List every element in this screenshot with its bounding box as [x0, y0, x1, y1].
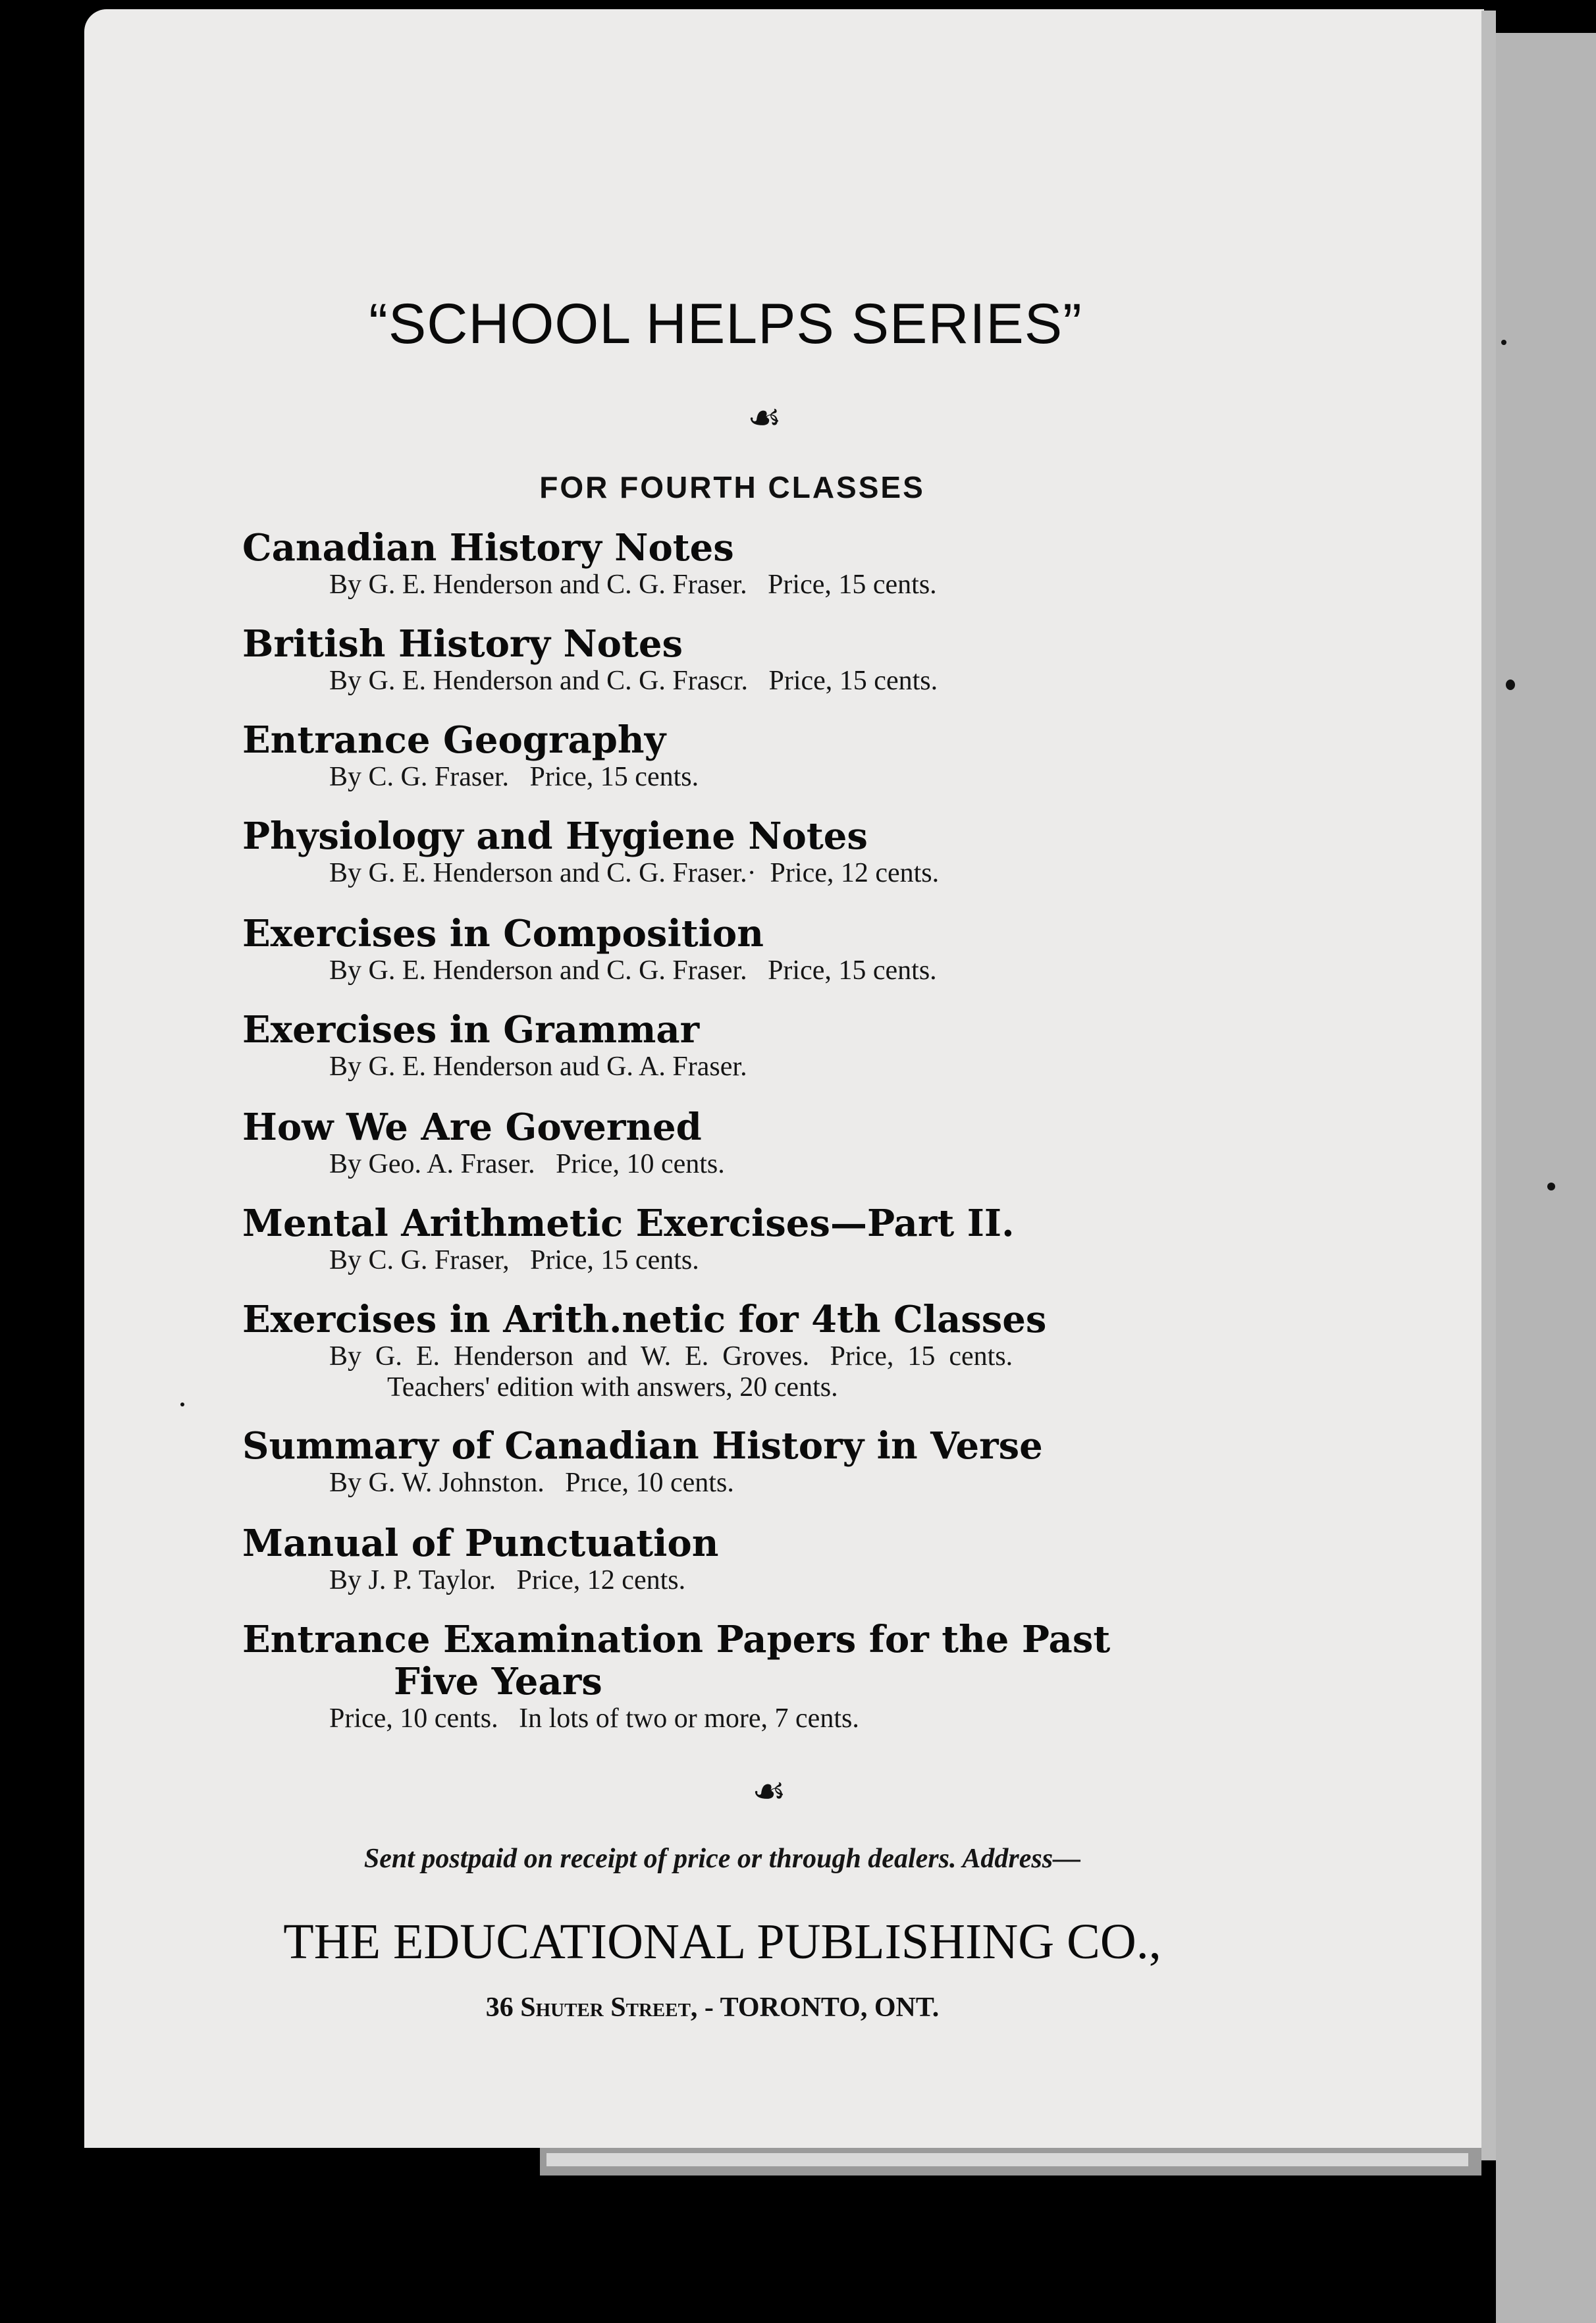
book-title: Exercises in Arith.netic for 4th Classes: [242, 1298, 1047, 1341]
list-item: [242, 1298, 1322, 1402]
book-note: Teachers' edition with answers, 20 cents.: [387, 1372, 838, 1402]
fleuron-ornament-icon: ☙: [747, 395, 782, 440]
book-meta: By G. E. Henderson and C. G. Fraser. Price, 15 cents.: [329, 955, 937, 986]
list-item: [242, 815, 1322, 889]
book-meta: By C. G. Fraser. Price, 15 cents.: [329, 762, 699, 792]
book-meta: By Geo. A. Fraser. Price, 10 cents.: [329, 1149, 725, 1179]
book-title: Exercises in Grammar: [242, 1008, 700, 1052]
book-title-continuation: Five Years: [394, 1660, 602, 1703]
speck: [1501, 340, 1506, 345]
ordering-note: Sent postpaid on receipt of price or through dealers. Address—: [363, 1844, 1081, 1874]
speck: [1547, 1183, 1555, 1190]
book-meta: By G. E. Henderson and W. E. Groves. Price, 15 cents.: [329, 1341, 1013, 1372]
list-item: [242, 719, 1322, 793]
list-item: [242, 1202, 1322, 1276]
book-title: Exercises in Composition: [242, 912, 764, 955]
list-item: [242, 1618, 1322, 1734]
publisher-address: 36 Shuter Street, - TORONTO, ONT.: [485, 1992, 940, 2023]
book-meta: By G. E. Henderson and C. G. Fraser.· Price, 12 cents.: [329, 858, 940, 888]
book-title: Summary of Canadian History in Verse: [242, 1424, 1043, 1468]
list-item: [242, 1425, 1322, 1499]
book-title: Canadian History Notes: [242, 526, 734, 570]
list-item: [242, 1522, 1322, 1596]
book-meta: By C. G. Fraser, Price, 15 cents.: [329, 1245, 699, 1275]
book-meta: By G. E. Henderson and C. G. Frasᴄr. Price, 15 cents.: [329, 666, 938, 696]
series-title: “SCHOOL HELPS SERIES”: [369, 292, 1082, 356]
publisher-name: THE EDUCATIONAL PUBLISHING CO.,: [283, 1914, 1161, 1969]
book-title: [242, 1618, 1322, 1703]
book-meta: By J. P. Taylor. Price, 12 cents.: [329, 1565, 686, 1595]
speck: [180, 1402, 184, 1406]
list-item: [242, 913, 1322, 986]
book-title: Mental Arithmetic Exercises—Part II.: [242, 1202, 1015, 1245]
book-title: British History Notes: [242, 622, 683, 666]
fleuron-ornament-icon: ☙: [752, 1769, 786, 1813]
book-title: How We Are Governed: [242, 1106, 702, 1149]
book-meta: Price, 10 cents. In lots of two or more, 7 cents.: [329, 1703, 859, 1734]
speck: [1506, 680, 1515, 690]
book-meta: By G. W. Johnston. Prıce, 10 cents.: [329, 1468, 734, 1498]
list-item: [242, 527, 1322, 601]
book-title: Manual of Punctuation: [242, 1522, 719, 1565]
list-item: [242, 1009, 1322, 1082]
book-title-line: Entrance Examination Papers for the Past: [242, 1618, 1111, 1661]
list-item: [242, 1106, 1322, 1180]
book-title: Physiology and Hygiene Notes: [242, 814, 868, 858]
list-item: [242, 623, 1322, 697]
book-meta: By G. E. Henderson and C. G. Fraser. Price, 15 cents.: [329, 570, 937, 600]
book-title: Entrance Geography: [242, 718, 666, 762]
section-subtitle: FOR FOURTH CLASSES: [539, 470, 925, 504]
book-meta: By G. E. Henderson aud G. A. Fraser.: [329, 1052, 747, 1082]
